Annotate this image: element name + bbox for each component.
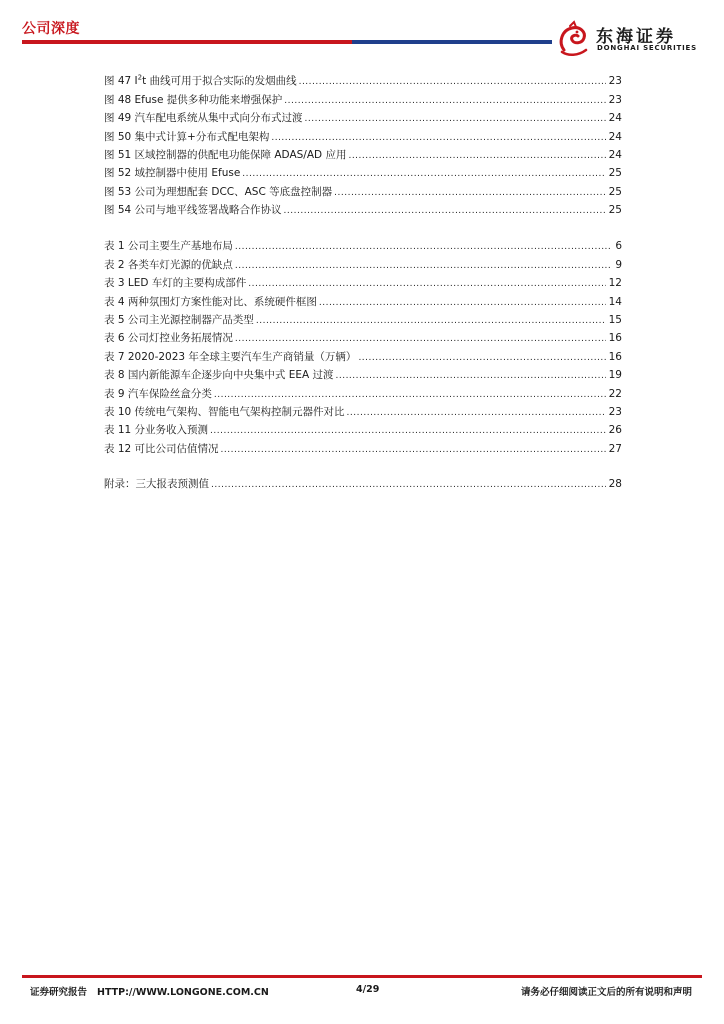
toc-dot-leader	[221, 444, 606, 456]
toc-table-entry[interactable]	[104, 364, 622, 382]
logo-english-name: DONGHAI SECURITIES	[597, 44, 697, 52]
toc-entry-title: 表 8 国内新能源车企逐步向中央集中式 EEA 过渡	[104, 369, 334, 382]
toc-table-entry[interactable]	[104, 253, 622, 271]
toc-entry-page: 24	[608, 112, 622, 125]
toc-dot-leader	[271, 132, 605, 144]
toc-figure-entry[interactable]	[104, 70, 622, 88]
toc-figure-entry[interactable]	[104, 162, 622, 180]
logo-chinese-name: 东海证券	[596, 27, 676, 47]
toc-entry-page: 25	[608, 204, 622, 217]
toc-entry-page: 25	[608, 185, 622, 198]
toc-entry-page: 16	[608, 350, 622, 363]
toc-dot-leader	[305, 113, 606, 125]
toc-entry-page: 22	[608, 387, 622, 400]
toc-dot-leader	[235, 333, 606, 345]
toc-entry-title: 表 6 公司灯控业务拓展情况	[104, 332, 233, 345]
toc-entry-title: 图 50 集中式计算+分布式配电架构	[104, 130, 270, 143]
toc-dot-leader	[242, 168, 605, 180]
toc-entry-page: 16	[608, 332, 622, 345]
toc-figure-entry[interactable]	[104, 199, 622, 217]
footer-report-label: 证券研究报告	[30, 987, 88, 998]
toc-table-entry[interactable]	[104, 419, 622, 437]
page-number: 4/29	[356, 984, 380, 995]
dragon-emblem-icon	[556, 20, 592, 58]
toc-entry-title: 图 47 $I^2t$ 曲线可用于拟合实际的发烟曲线	[104, 73, 297, 88]
toc-table-entry[interactable]	[104, 290, 622, 308]
company-logo	[556, 20, 706, 58]
toc-entry-page: 27	[608, 442, 622, 455]
toc-table-entry[interactable]	[104, 401, 622, 419]
toc-entry-title: 表 2 各类车灯光源的优缺点	[104, 258, 233, 271]
toc-entry-title: 图 52 域控制器中使用 Efuse	[104, 167, 241, 180]
toc-table-entry[interactable]	[104, 382, 622, 400]
toc-figure-entry[interactable]	[104, 107, 622, 125]
toc-dot-leader	[235, 260, 612, 272]
toc-entry-page: 23	[608, 405, 622, 418]
toc-entry-page: 24	[608, 148, 622, 161]
toc-entry-title: 附录：三大报表预测值	[104, 478, 209, 491]
toc-appendix-list	[104, 473, 622, 491]
toc-dot-leader	[319, 297, 606, 309]
footer-rule	[22, 975, 702, 978]
footer-disclaimer: 请务必仔细阅读正文后的所有说明和声明	[520, 987, 692, 998]
toc-entry-page: 14	[608, 295, 622, 308]
toc-entry-title: 表 9 汽车保险丝盒分类	[104, 387, 212, 400]
toc-entry-title: 表 5 公司主光源控制器产品类型	[104, 313, 254, 326]
toc-entry-page: 23	[608, 93, 622, 106]
header-rule-red	[22, 40, 352, 44]
toc-dot-leader	[235, 241, 612, 253]
section-label: 公司深度	[22, 21, 80, 37]
toc-appendix-entry[interactable]	[104, 473, 622, 491]
toc-table-entry[interactable]	[104, 272, 622, 290]
toc-entry-title: 表 11 分业务收入预测	[104, 424, 209, 437]
toc-dot-leader	[334, 187, 605, 199]
toc-table-entry[interactable]	[104, 437, 622, 455]
toc-entry-page: 12	[608, 277, 622, 290]
toc-dot-leader	[358, 352, 605, 364]
toc-entry-title: 表 10 传统电气架构、智能电气架构控制元器件对比	[104, 405, 345, 418]
page-header	[0, 0, 724, 60]
toc-entry-title: 图 51 区域控制器的供配电功能保障 ADAS/AD 应用	[104, 148, 347, 161]
toc-figure-entry[interactable]	[104, 180, 622, 198]
toc-dot-leader	[256, 315, 606, 327]
toc-entry-title: 表 3 LED 车灯的主要构成部件	[104, 277, 247, 290]
toc-table-entry[interactable]	[104, 235, 622, 253]
toc-dot-leader	[211, 479, 606, 491]
toc-figures-list	[104, 70, 622, 217]
toc-dot-leader	[284, 95, 605, 107]
header-rule-blue	[352, 40, 552, 44]
toc-figure-entry[interactable]	[104, 88, 622, 106]
toc-entry-page: 23	[608, 75, 622, 88]
page-footer	[22, 984, 702, 998]
toc-dot-leader	[284, 205, 606, 217]
toc-table-entry[interactable]	[104, 327, 622, 345]
toc-entry-title: 表 4 两种氛围灯方案性能对比、系统硬件框图	[104, 295, 317, 308]
toc-entry-page: 24	[608, 130, 622, 143]
toc-dot-leader	[347, 407, 606, 419]
toc-entry-page: 19	[608, 369, 622, 382]
toc-entry-page: 15	[608, 313, 622, 326]
toc-dot-leader	[335, 370, 605, 382]
toc-entry-title: 表 12 可比公司估值情况	[104, 442, 219, 455]
toc-entry-page: 6	[615, 240, 622, 253]
toc-table-entry[interactable]	[104, 345, 622, 363]
toc-entry-page: 28	[608, 478, 622, 491]
toc-figure-entry[interactable]	[104, 144, 622, 162]
toc-entry-title: 图 53 公司为理想配套 DCC、ASC 等底盘控制器	[104, 185, 333, 198]
toc-dot-leader	[210, 425, 606, 437]
toc-entry-title: 图 49 汽车配电系统从集中式向分布式过渡	[104, 112, 303, 125]
toc-entry-page: 9	[615, 258, 622, 271]
footer-website-link[interactable]: HTTP://WWW.LONGONE.COM.CN	[97, 987, 269, 998]
toc-tables-list	[104, 235, 622, 456]
toc-table-entry[interactable]	[104, 309, 622, 327]
toc-entry-title: 表 7 2020-2023 年全球主要汽车生产商销量（万辆）	[104, 350, 357, 363]
toc-dot-leader	[348, 150, 605, 162]
toc-entry-page: 25	[608, 167, 622, 180]
toc-entry-title: 图 54 公司与地平线签署战略合作协议	[104, 204, 282, 217]
toc-entry-page: 26	[608, 424, 622, 437]
toc-entry-title: 图 48 Efuse 提供多种功能来增强保护	[104, 93, 283, 106]
toc-dot-leader	[299, 76, 606, 88]
toc-dot-leader	[248, 278, 605, 290]
footer-left	[30, 984, 269, 998]
toc-entry-title: 表 1 公司主要生产基地布局	[104, 240, 233, 253]
toc-figure-entry[interactable]	[104, 125, 622, 143]
toc-dot-leader	[214, 389, 606, 401]
